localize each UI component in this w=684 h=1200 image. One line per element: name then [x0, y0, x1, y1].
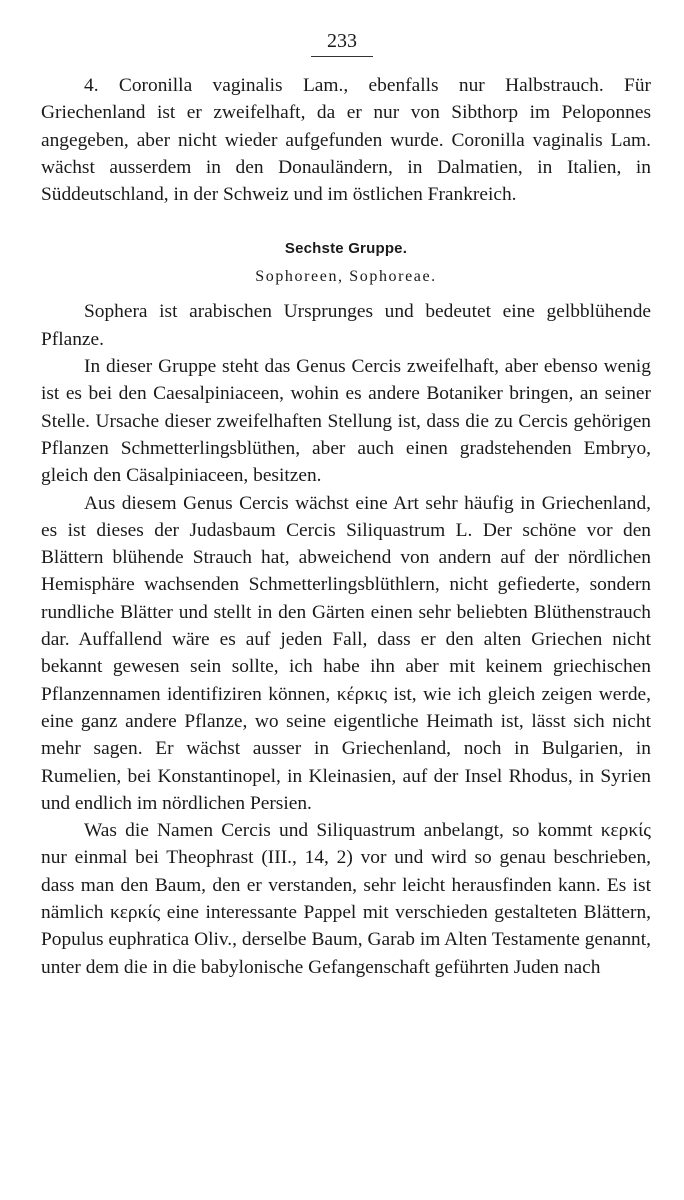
page-body: [41, 72, 651, 981]
page-number: 233: [0, 28, 684, 57]
section-subheading: Sophoreen, Sophoreae.: [255, 268, 437, 286]
paragraph-names: Was die Namen Cercis und Siliquastrum anbelangt, so kommt κερκίς nur einmal bei Theophrast (III., 14, 2) vor und wird so genau beschrieben, dass man den Baum, den er verstanden, sehr leicht herausfinden kann. Es ist nämlich κερκίς eine interessante Pappel mit verschieden gestalteten Blättern, Populus euphratica Oliv., derselbe Baum, Garab im Alten Testamente genannt, unter dem die in die babylonische Gefangenschaft geführten Juden nach: [41, 820, 651, 978]
section-heading: Sechste Gruppe.: [284, 240, 408, 258]
paragraph-judasbaum: Aus diesem Genus Cercis wächst eine Art sehr häufig in Griechenland, es ist dieses der Judasbaum Cercis Siliquastrum L. Der schöne vor den Blättern blühende Strauch hat, abweichend von andern auf der nördlichen Hemisphäre wachsenden Schmetterlingsblüthlern, nicht gefiederte, sondern rundliche Blätter und stellt in den Gärten einen sehr beliebten Blüthenstrauch dar. Auffallend wäre es auf jeden Fall, dass er den alten Griechen nicht bekannt gewesen sein sollte, ich habe ihn aber mit keinem griechischen Pflanzennamen identifiziren können, κέρκις ist, wie ich gleich zeigen werde, eine ganz andere Pflanze, wo seine eigentliche Heimath ist, lässt sich nicht mehr sagen. Er wächst ausser in Griechenland, noch in Bulgarien, in Rumelien, bei Konstantinopel, in Kleinasien, auf der Insel Rhodus, in Syrien und endlich im nördlichen Persien.: [41, 492, 651, 814]
paragraph-sophera: Sophera ist arabischen Ursprunges und bedeutet eine gelbblühende Pflanze.: [41, 301, 651, 350]
paragraph-cercis-group: In dieser Gruppe steht das Genus Cercis zweifelhaft, aber ebenso wenig ist es bei den Caesalpiniaceen, wohin es andere Botaniker bringen, an seiner Stelle. Ursache dieser zweifelhaften Stellung ist, dass die zu Cercis gehörigen Pflanzen Schmetterlingsblüthen, aber auch einen gradstehenden Embryo, gleich den Cäsalpiniaceen, besitzen.: [41, 356, 651, 487]
paragraph-coronilla: 4. Coronilla vaginalis Lam., ebenfalls nur Halbstrauch. Für Griechenland ist er zweifelhaft, da er nur von Sibthorp im Peloponnes angegeben, aber nicht wieder aufgefunden wurde. Coronilla vaginalis Lam. wächst ausserdem in den Donauländern, in Dalmatien, in Italien, in Süddeutschland, in der Schweiz und im östlichen Frankreich.: [41, 75, 651, 206]
